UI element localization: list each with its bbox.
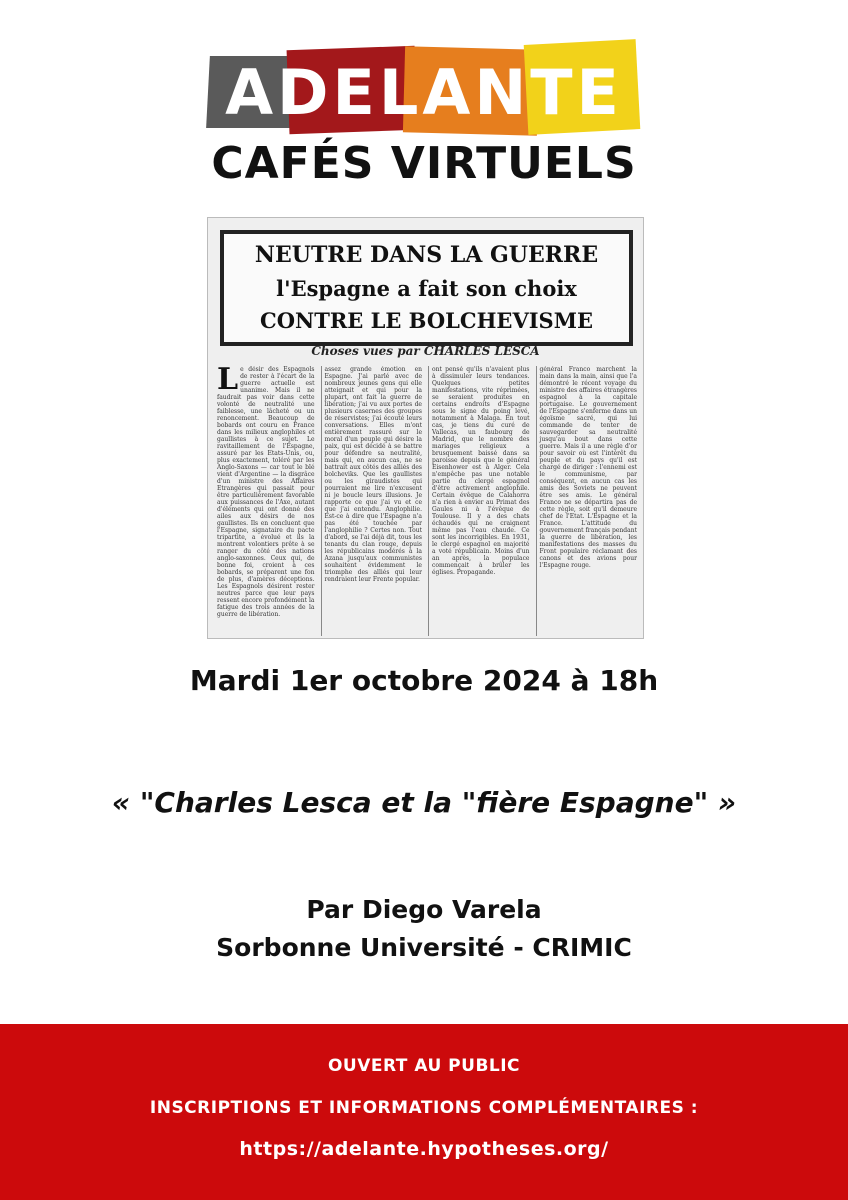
clipping-headline-3: CONTRE LE BOLCHEVISME [260,308,593,333]
speaker-affiliation: Sorbonne Université - CRIMIC [216,933,632,962]
clipping-byline: Choses vues par CHARLES LESCA [311,344,540,358]
clipping-column-4: général Franco marchent la main dans la main, ainsi que l'a démontré le récent voyage du ministre des affaires étrangères espagnol à la capitale portugaise. Le gouvernement de l'Espagne s'enferme dans un égoïsme sacré, qui lui commande de tenter de sauvegarder sa neutralité jusqu'au bout dans cette guerre. Mais il a une règle d'or pour savoir où est l'intérêt du peuple et du pays qu'il est chargé de diriger : l'ennemi est le communisme, par conséquent, en aucun cas les amis des Soviets ne peuvent être ses amis. Le général Franco ne se départira pas de cette règle, soit qu'il demeure chef de l'Etat. L'Espagne et la France. L'attitude du gouvernement français pendant la guerre de libération, les manifestations des masses du Front populaire réclamant des canons et des avions pour l'Espagne rouge. [536,366,638,636]
clipping-headline-2: l'Espagne a fait son choix [276,276,577,301]
clipping-dropcap: L [217,366,239,397]
clipping-column-1 [214,366,315,636]
newspaper-clipping [207,217,644,639]
footer-registration-info: INSCRIPTIONS ET INFORMATIONS COMPLÉMENTAIRES : [149,1098,699,1118]
adelante-logo [208,42,640,142]
clipping-column-1-text: e désir des Espagnols de rester à l'écart de la guerre actuelle est unanime. Mais il ne faudrait pas voir dans cette volonté de neutralité une faiblesse, une lâcheté ou un renoncement. Beaucoup de bobards ont couru en France dans les milieux anglophiles et gaullistes à ce sujet. Le ravitaillement de l'Espagne, assuré par les Etats-Unis, ou, plus exactement, toléré par les Anglo-Saxons — car tout le blé vient d'Argentine — la disgrâce d'un ministre des Affaires Etrangères qui passait pour être particulièrement favorable aux puissances de l'Axe, autant d'éléments qui ont donné des ailes aux désirs de nos gaullistes. Ils en concluent que l'Espagne, signataire du pacte tripartite, a évolué et ils la montrent volontiers prête à se ranger du côté des nations anglo-saxonnes. Ceux qui, de bonne foi, croient à ces bobards, se préparent une fon de plus, d'amères déceptions. Les Espagnols désirent rester neutres parce que leur pays ressent encore profondément la fatigue des trois années de la guerre de libération. [217,366,315,618]
clipping-headline-box [220,230,633,346]
clipping-columns [214,366,637,636]
clipping-headline-1: NEUTRE DANS LA GUERRE [254,242,599,268]
speaker-name: Par Diego Varela [306,895,542,924]
footer-website-link[interactable]: https://adelante.hypotheses.org/ [239,1138,609,1160]
logo-wordmark: ADELANTE [225,55,623,129]
event-date: Mardi 1er octobre 2024 à 18h [189,664,659,697]
footer-open-to-public: OUVERT AU PUBLIC [327,1056,521,1076]
talk-title: « "Charles Lesca et la "fière Espagne" » [111,786,737,819]
clipping-column-2: assez grande émotion en Espagne. J'ai parlé avec de nombreux jeunes gens qui elle atteignait et qui pour la plupart, ont fait la guerre de libération; j'ai vu aux portes de plusieurs casernes des groupes de réservistes; j'ai écouté leurs conversations. Elles m'ont entièrement rassuré sur le moral d'un peuple qui désire la paix, qui est décidé à se battre pour défendre sa neutralité, mais qui, en aucun cas, ne se battrait aux côtés des alliés des bolcheviks. Que les gaullistes ou les giraudistes qui pourraient me lire n'excusent ni je boucle leurs illusions. Je rapporte ce que j'ai vu et ce que j'ai entendu. Anglophilie. Est-ce à dire que l'Espagne n'a pas été touchée par l'anglophilie ? Certes non. Tout d'abord, se l'ai déjà dit, tous les tenants du clan rouge, depuis les républicains modérés à la Azana jusqu'aux communistes souhaitent évidemment le triomphe des alliés qui leur rendraient leur Frente popular. [321,366,423,636]
clipping-column-3: ont pensé qu'ils n'avaient plus à dissimuler leurs tendances. Quelques petites manifestations, vite réprimées, se seraient produites en certains endroits d'Espagne sous le signe du poing levé, notamment à Malaga. En tout cas, je tiens du curé de Vallecas, un faubourg de Madrid, que le nombre des mariages religieux a brusquement baissé dans sa paroisse depuis que le général Eisenhower est à Alger. Cela n'empêche pas une notable partie du clergé espagnol d'être activement anglophile. Certain évêque de Calahorra n'a rien à envier au Primat des Gaules ni à l'évêque de Toulouse. Il y a des chats échaudés qui ne craignent même pas l'eau chaude. Ce sont les incorrigibles. En 1931, le clergé espagnol en majorité a voté républicain. Moins d'un an après, la populace commençait à brûler les églises. Propagande. [428,366,530,636]
event-series-title: CAFÉS VIRTUELS [211,138,637,189]
